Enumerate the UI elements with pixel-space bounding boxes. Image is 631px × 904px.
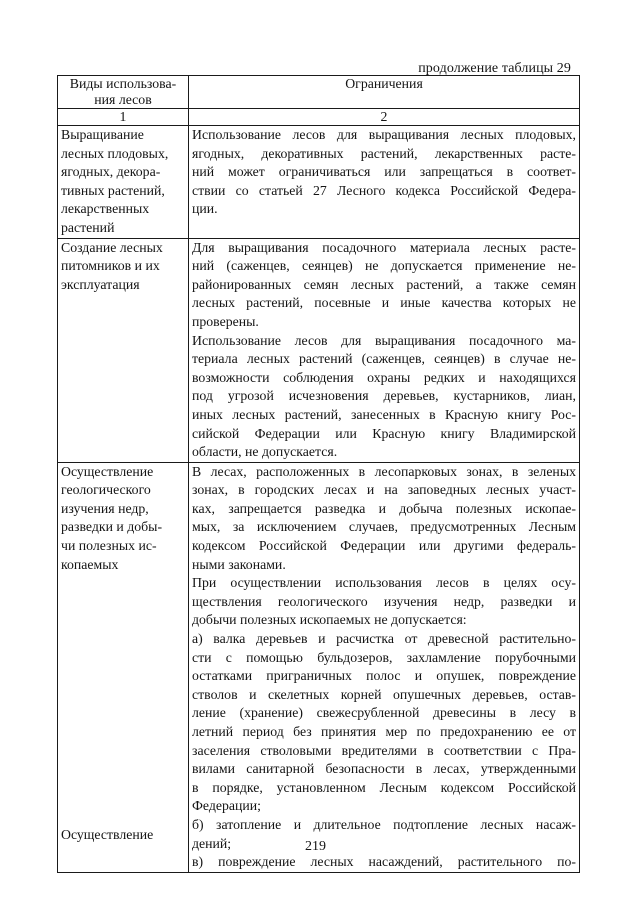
text-line: ний может ограничиваться или запрещаться в соответ- [192,164,576,180]
forest-use-type-text [61,463,185,575]
text-line: лесных растений, посевные и иные качества которых не [192,295,576,311]
forest-use-type-continued: Осуществление [61,827,154,843]
restriction-cell [189,126,580,239]
table-header-row [58,76,580,109]
header-line: ния лесов [94,92,152,107]
restriction-cell [189,462,580,872]
header-forest-use-types [58,76,189,109]
column-number: 1 [58,109,189,126]
text-line: ний (саженцев, сеянцев) не допускается применение не- [192,258,576,274]
text-line: кодексом Российской Федерации или другими федераль- [192,538,576,554]
text-line: ствии со статьей 27 Лесного кодекса Российской Федера- [192,182,576,198]
text-line: ках, запрещается разведка и добыча полезных ископае- [192,500,576,516]
text-line: заселения стволовыми вредителями в соответствии с Пра- [192,742,576,758]
page-number: 219 [305,839,326,854]
text-line: чи полезных ис- [61,538,157,554]
text-line: Создание лесных [61,239,163,255]
text-line: б) затопление и длительное подтопление лесных насаж- [192,816,576,832]
text-line: проверены. [192,313,259,329]
text-line: Использование лесов для выращивания лесных плодовых, [192,127,576,142]
text-line: дений; [192,835,232,851]
forest-use-type-cell [58,238,189,462]
column-number: 2 [189,109,580,126]
text-line: в) повреждение лесных насаждений, растительного по- [192,854,576,870]
text-line: копаемых [61,556,119,572]
text-line: вилами санитарной безопасности в лесах, утвержденными [192,761,576,777]
text-line: остатками приграничных полос и опушек, повреждение [192,668,576,684]
text-line: Выращивание [61,127,144,142]
text-line: области, не допускается. [192,444,338,460]
table-row [58,238,580,462]
text-line: стволов и скелетных корней опушечных деревьев, остав- [192,686,576,702]
text-line: Использование лесов для выращивания посадочного ма- [192,332,576,348]
column-number-row [58,109,580,126]
text-line: тивных растений, [61,182,165,198]
text-line: под угрозой исчезновения деревьев, кустарников, лиан, [192,388,576,404]
text-line: ществления геологического изучения недр, разведки и [192,593,576,609]
text-line: мых, за исключением случаев, предусмотренных Лесным [192,519,576,535]
text-line: Осуществление [61,463,154,479]
text-line: ными законами. [192,556,286,572]
text-line: геологического [61,482,151,498]
text-line: питомников и их [61,258,160,274]
text-line: возможности соблюдения охраны редких и находящихся [192,369,576,385]
text-line: сти с помощью бульдозеров, захламление порубочными [192,649,576,665]
restrictions-table [57,75,580,873]
text-line: Для выращивания посадочного материала лесных расте- [192,239,576,255]
text-line: териала лесных растений (саженцев, сеянцев) в случае не- [192,351,576,367]
table-row [58,462,580,872]
text-line: лесных плодовых, [61,145,169,161]
text-line: ягодных, декоративных растений, лекарственных расте- [192,145,576,161]
text-line: эксплуатация [61,276,140,292]
text-line: районированных семян лесных растений, а также семян [192,276,576,292]
text-line: сийской Федерации или Красную книгу Владимирской [192,425,576,441]
text-line: зонах, в городских лесах и на заповедных лесных участ- [192,482,576,498]
header-restrictions: Ограничения [189,76,580,109]
table-continuation-label: продолжение таблицы 29 [418,61,571,76]
text-line: разведки и добы- [61,519,163,535]
text-line: В лесах, расположенных в лесопарковых зонах, в зеленых [192,463,576,479]
text-line: изучения недр, [61,500,149,516]
text-line: а) валка деревьев и расчистка от древесной растительно- [192,631,576,647]
text-line: летний период без принятия мер по предохранению ее от [192,724,576,739]
text-line: добычи полезных ископаемых не допускается: [192,612,467,628]
text-line: иных лесных растений, занесенных в Красную книгу Рос- [192,406,576,422]
restriction-cell [189,238,580,462]
table-row [58,126,580,239]
forest-use-type-cell [58,126,189,239]
text-line: Федерации; [192,798,261,814]
header-line: Виды использова- [69,76,177,91]
text-line: ление (хранение) свежесрубленной древесины в лесу в [192,705,576,721]
text-line: ции. [192,201,218,217]
text-line: в порядке, установленном Лесным кодексом Российской [192,779,576,795]
forest-use-type-cell [58,462,189,872]
text-line: растений [61,219,115,235]
text-line: При осуществлении использования лесов в целях осу- [192,575,576,591]
text-line: лекарственных [61,201,150,217]
text-line: ягодных, декора- [61,164,161,180]
